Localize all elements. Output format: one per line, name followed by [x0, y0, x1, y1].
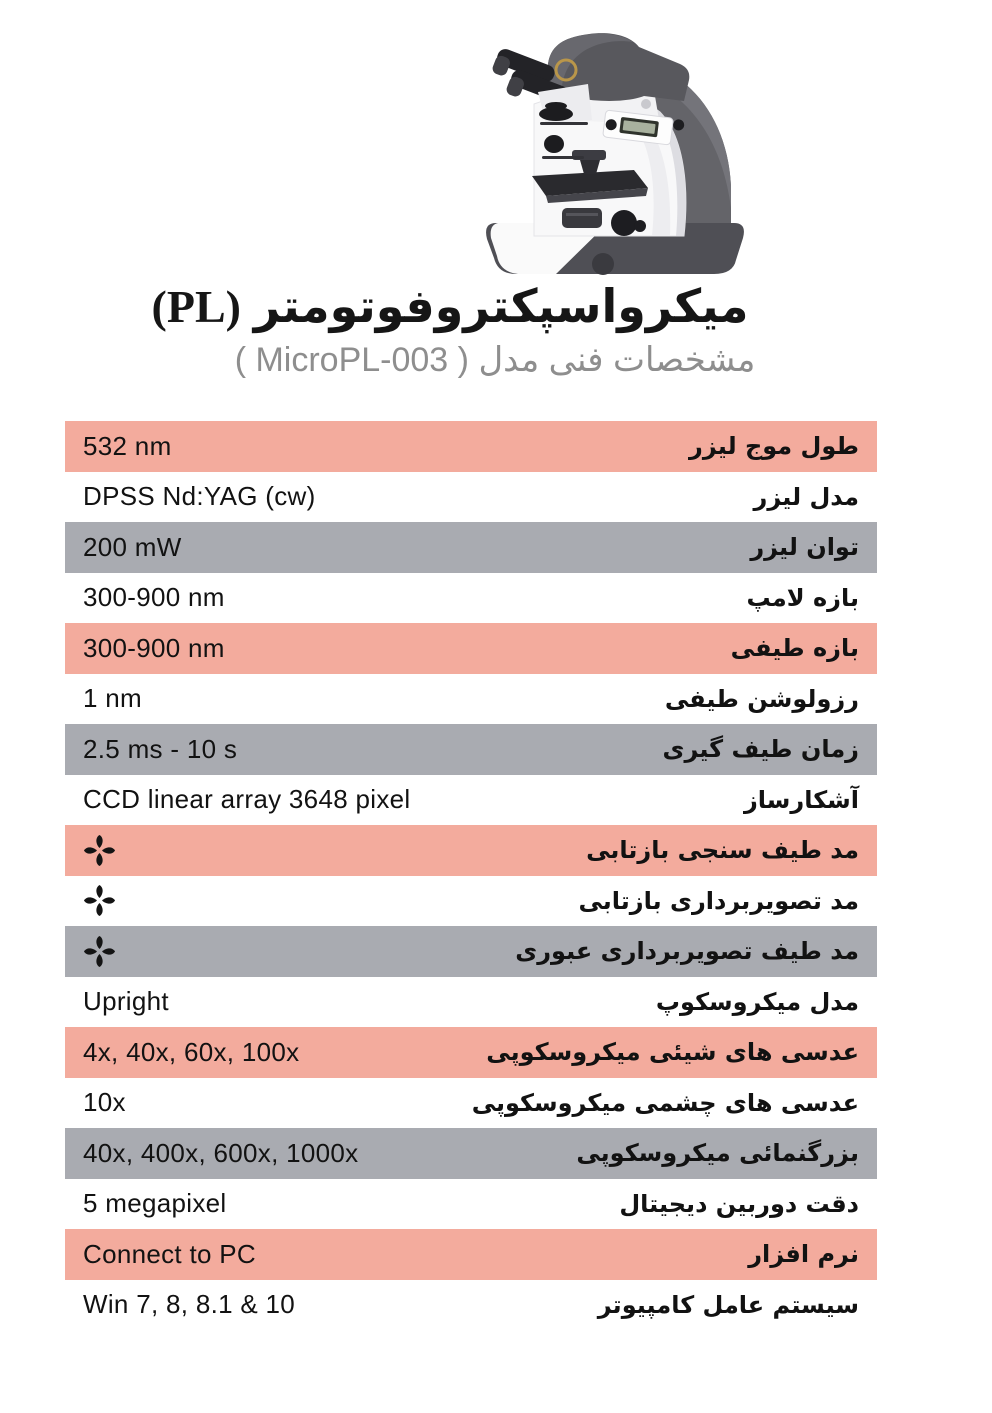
spec-row	[65, 421, 877, 472]
spec-value: 300-900 nm	[83, 582, 225, 613]
spec-value: 300-900 nm	[83, 632, 225, 663]
spec-row	[65, 623, 877, 674]
spec-label: مد طیف تصویربرداری عبوری	[515, 937, 859, 966]
page-subtitle	[0, 340, 990, 381]
four-petal-asterisk-icon	[83, 935, 116, 968]
spec-row	[65, 1078, 877, 1129]
model-number: ( MicroPL-003 )	[234, 341, 469, 379]
page-title	[0, 281, 900, 333]
spec-value: DPSS Nd:YAG (cw)	[83, 481, 316, 512]
spec-value: Win 7, 8, 8.1 & 10	[83, 1289, 296, 1320]
spec-mode-available	[83, 834, 116, 867]
spec-row	[65, 1027, 877, 1078]
spec-value: 40x, 400x, 600x, 1000x	[83, 1137, 359, 1168]
spec-label: نرم افزار	[748, 1240, 859, 1269]
spec-mode-available	[83, 884, 116, 917]
spec-value: 200 mW	[83, 531, 182, 562]
spec-row	[65, 472, 877, 523]
spec-row	[65, 876, 877, 927]
spec-value: Connect to PC	[83, 1238, 256, 1269]
spec-label: عدسی های شیئی میکروسکوپی	[486, 1038, 859, 1067]
spec-label: بازه طیفی	[730, 634, 859, 663]
focus-knob	[611, 210, 637, 236]
spec-label: آشکارساز	[743, 785, 859, 814]
spec-row	[65, 1179, 877, 1230]
spec-label: رزولوشن طیفی	[664, 684, 859, 713]
spec-label: عدسی های چشمی میکروسکوپی	[471, 1088, 859, 1117]
spec-label: بازه لامپ	[746, 583, 859, 612]
microscope-illustration	[438, 8, 772, 280]
spec-value: 10x	[83, 1087, 126, 1118]
spec-label: طول موج لیزر	[689, 432, 859, 461]
spec-row	[65, 1229, 877, 1280]
spec-label: دقت دوربین دیجیتال	[619, 1189, 859, 1218]
spec-label: مد تصویربرداری بازتابی	[578, 886, 859, 915]
spec-label: مدل لیزر	[753, 482, 859, 511]
spec-row	[65, 1280, 877, 1331]
page-title-fa: میکرواسپکتروفوتومتر	[253, 280, 749, 332]
spec-mode-available	[83, 935, 116, 968]
spec-row	[65, 522, 877, 573]
spec-table	[65, 421, 877, 1330]
spec-label: توان لیزر	[750, 533, 859, 562]
page-subtitle-fa: مشخصات فنی مدل	[478, 341, 756, 379]
spec-label: بزرگنمائی میکروسکوپی	[576, 1139, 859, 1168]
spec-row	[65, 674, 877, 725]
spec-label: سیستم عامل کامپیوتر	[597, 1290, 859, 1319]
spec-value: 532 nm	[83, 430, 172, 461]
spec-value: CCD linear array 3648 pixel	[83, 784, 411, 815]
spec-value: 5 megapixel	[83, 1188, 227, 1219]
spec-value: 1 nm	[83, 683, 143, 714]
four-petal-asterisk-icon	[83, 834, 116, 867]
spec-row	[65, 775, 877, 826]
spec-row	[65, 573, 877, 624]
four-petal-asterisk-icon	[83, 884, 116, 917]
spec-label: مدل میکروسکوپ	[655, 987, 859, 1016]
spec-value: 4x, 40x, 60x, 100x	[83, 1036, 300, 1067]
spec-row	[65, 724, 877, 775]
spec-value: 2.5 ms - 10 s	[83, 733, 238, 764]
spec-row	[65, 926, 877, 977]
page-title-en: (PL)	[151, 281, 241, 332]
spec-label: زمان طیف گیری	[662, 735, 859, 764]
spec-row	[65, 977, 877, 1028]
spec-label: مد طیف سنجی بازتابی	[586, 836, 859, 865]
spec-row	[65, 1128, 877, 1179]
spec-value: Upright	[83, 986, 169, 1017]
spec-row	[65, 825, 877, 876]
